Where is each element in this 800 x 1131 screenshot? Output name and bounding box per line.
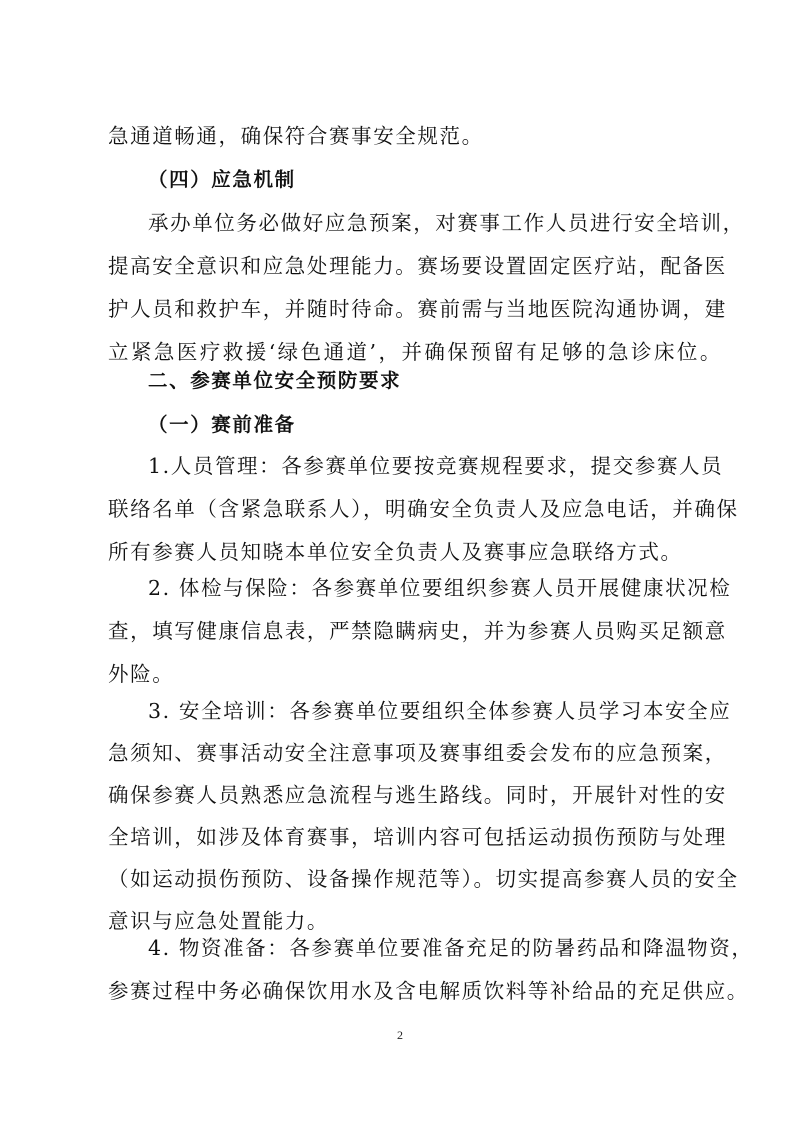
text-line: 查，填写健康信息表，严禁隐瞒病史，并为参赛人员购买足额意 — [108, 619, 727, 643]
text-line: 承办单位务必做好应急预案，对赛事工作人员进行安全培训， — [148, 211, 745, 235]
heading-text: （一）赛前准备 — [148, 413, 296, 436]
paragraph-personnel — [108, 447, 739, 571]
text-line: 3. 安全培训：各参赛单位要组织全体参赛人员学习本安全应 — [148, 699, 732, 723]
text-line: 1.人员管理：各参赛单位要按竞赛规程要求，提交参赛人员 — [148, 454, 724, 478]
paragraph-emergency — [108, 204, 745, 371]
paragraph-health-insurance — [108, 569, 732, 693]
text-line: 2. 体检与保险：各参赛单位要组织参赛人员开展健康状况检 — [148, 576, 732, 600]
text-line: 急须知、赛事活动安全注意事项及赛事组委会发布的应急预案， — [108, 741, 727, 765]
text-line: 全培训，如涉及体育赛事，培训内容可包括运动损伤预防与处理 — [108, 825, 727, 849]
text-line: 立紧急医疗救援‘绿色通道’，并确保预留有足够的急诊床位。 — [108, 340, 722, 364]
text-line: 外险。 — [108, 662, 175, 686]
heading-text: （四）应急机制 — [148, 168, 296, 191]
text-line: 参赛过程中务必确保饮用水及含电解质饮料等补给品的充足供应。 — [108, 979, 749, 1003]
page-number: 2 — [397, 1028, 403, 1042]
text-line: （如运动损伤预防、设备操作规范等）。切实提高参赛人员的安全 — [108, 867, 739, 891]
heading-section-two — [108, 362, 722, 400]
text-line: 联络名单（含紧急联系人），明确安全负责人及应急电话，并确保 — [108, 497, 739, 521]
text-line: 意识与应急处置能力。 — [108, 909, 329, 933]
text-line: 急通道畅通，确保符合赛事安全规范。 — [108, 124, 484, 148]
heading-emergency-mechanism — [108, 161, 722, 199]
paragraph-supplies — [108, 929, 754, 1010]
paragraph-safety-training — [108, 692, 739, 940]
heading-text: 二、参赛单位安全预防要求 — [148, 369, 402, 392]
heading-pre-competition — [108, 406, 722, 444]
text-line: 所有参赛人员知晓本单位安全负责人及赛事应急联络方式。 — [108, 540, 683, 564]
text-line: 确保参赛人员熟悉应急流程与逃生路线。同时，开展针对性的安 — [108, 783, 727, 807]
paragraph-continuation — [108, 117, 722, 155]
text-line: 护人员和救护车，并随时待命。赛前需与当地医院沟通协调，建 — [108, 297, 727, 321]
text-line: 4. 物资准备：各参赛单位要准备充足的防暑药品和降温物资， — [148, 936, 754, 960]
text-line: 提高安全意识和应急处理能力。赛场要设置固定医疗站，配备医 — [108, 254, 727, 278]
